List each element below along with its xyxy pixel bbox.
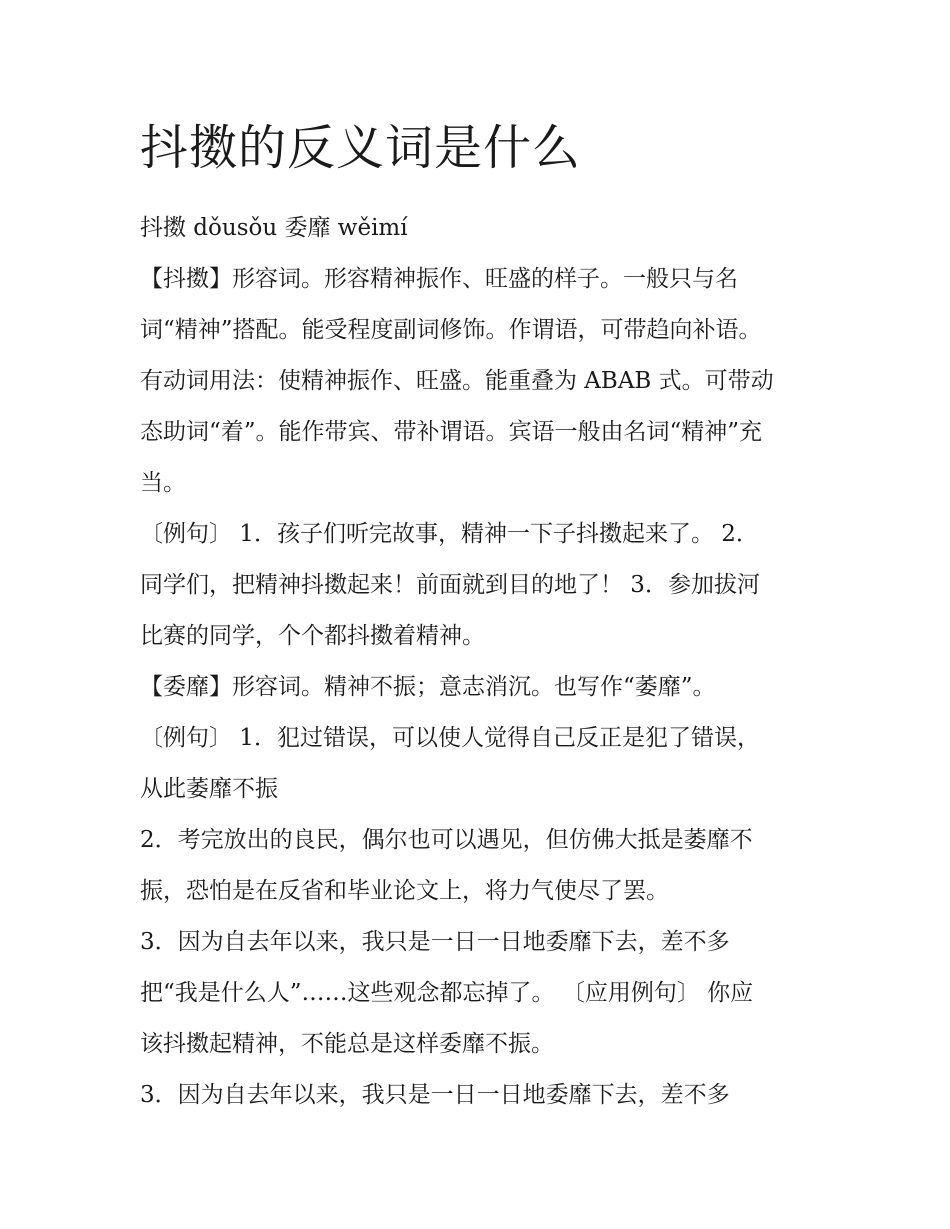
text-line: 当。 bbox=[140, 470, 186, 496]
text-line: 2．考完放出的良民，偶尔也可以遇见，但仿佛大抵是萎靡不 bbox=[140, 827, 753, 853]
text-line: 把“我是什么人”……这些观念都忘掉了。 〔应用例句〕 你应 bbox=[140, 980, 754, 1006]
text-line: 3．因为自去年以来，我只是一日一日地委靡下去，差不多 bbox=[140, 1082, 730, 1108]
text-line: 【委靡】形容词。精神不振；意志消沉。也写作“萎靡”。 bbox=[140, 674, 716, 700]
text-line: 振，恐怕是在反省和毕业论文上，将力气使尽了罢。 bbox=[140, 878, 669, 904]
text-line: 3．因为自去年以来，我只是一日一日地委靡下去，差不多 bbox=[140, 929, 730, 955]
text-line: 同学们，把精神抖擞起来！前面就到目的地了！ 3．参加拔河 bbox=[140, 572, 760, 598]
text-line: 〔例句〕 1．孩子们听完故事，精神一下子抖擞起来了。 2． bbox=[140, 521, 759, 547]
text-line: 词“精神”搭配。能受程度副词修饰。作谓语，可带趋向补语。 bbox=[140, 317, 762, 343]
text-line: 〔例句〕 1．犯过错误，可以使人觉得自己反正是犯了错误， bbox=[140, 725, 760, 751]
text-line: 比赛的同学，个个都抖擞着精神。 bbox=[140, 623, 485, 649]
text-line: 抖擞 dǒusǒu 委靡 wěimí bbox=[140, 215, 408, 241]
text-line: 态助词“着”。能作带宾、带补谓语。宾语一般由名词“精神”充 bbox=[140, 419, 763, 445]
document-title: 抖擞的反义词是什么 bbox=[140, 120, 582, 176]
text-line: 从此萎靡不振 bbox=[140, 776, 278, 802]
document-body bbox=[140, 203, 820, 1121]
text-line: 【抖擞】形容词。形容精神振作、旺盛的样子。一般只与名 bbox=[140, 266, 738, 292]
text-line: 有动词用法：使精神振作、旺盛。能重叠为 ABAB 式。可带动 bbox=[140, 368, 774, 394]
text-line: 该抖擞起精神，不能总是这样委靡不振。 bbox=[140, 1031, 554, 1057]
